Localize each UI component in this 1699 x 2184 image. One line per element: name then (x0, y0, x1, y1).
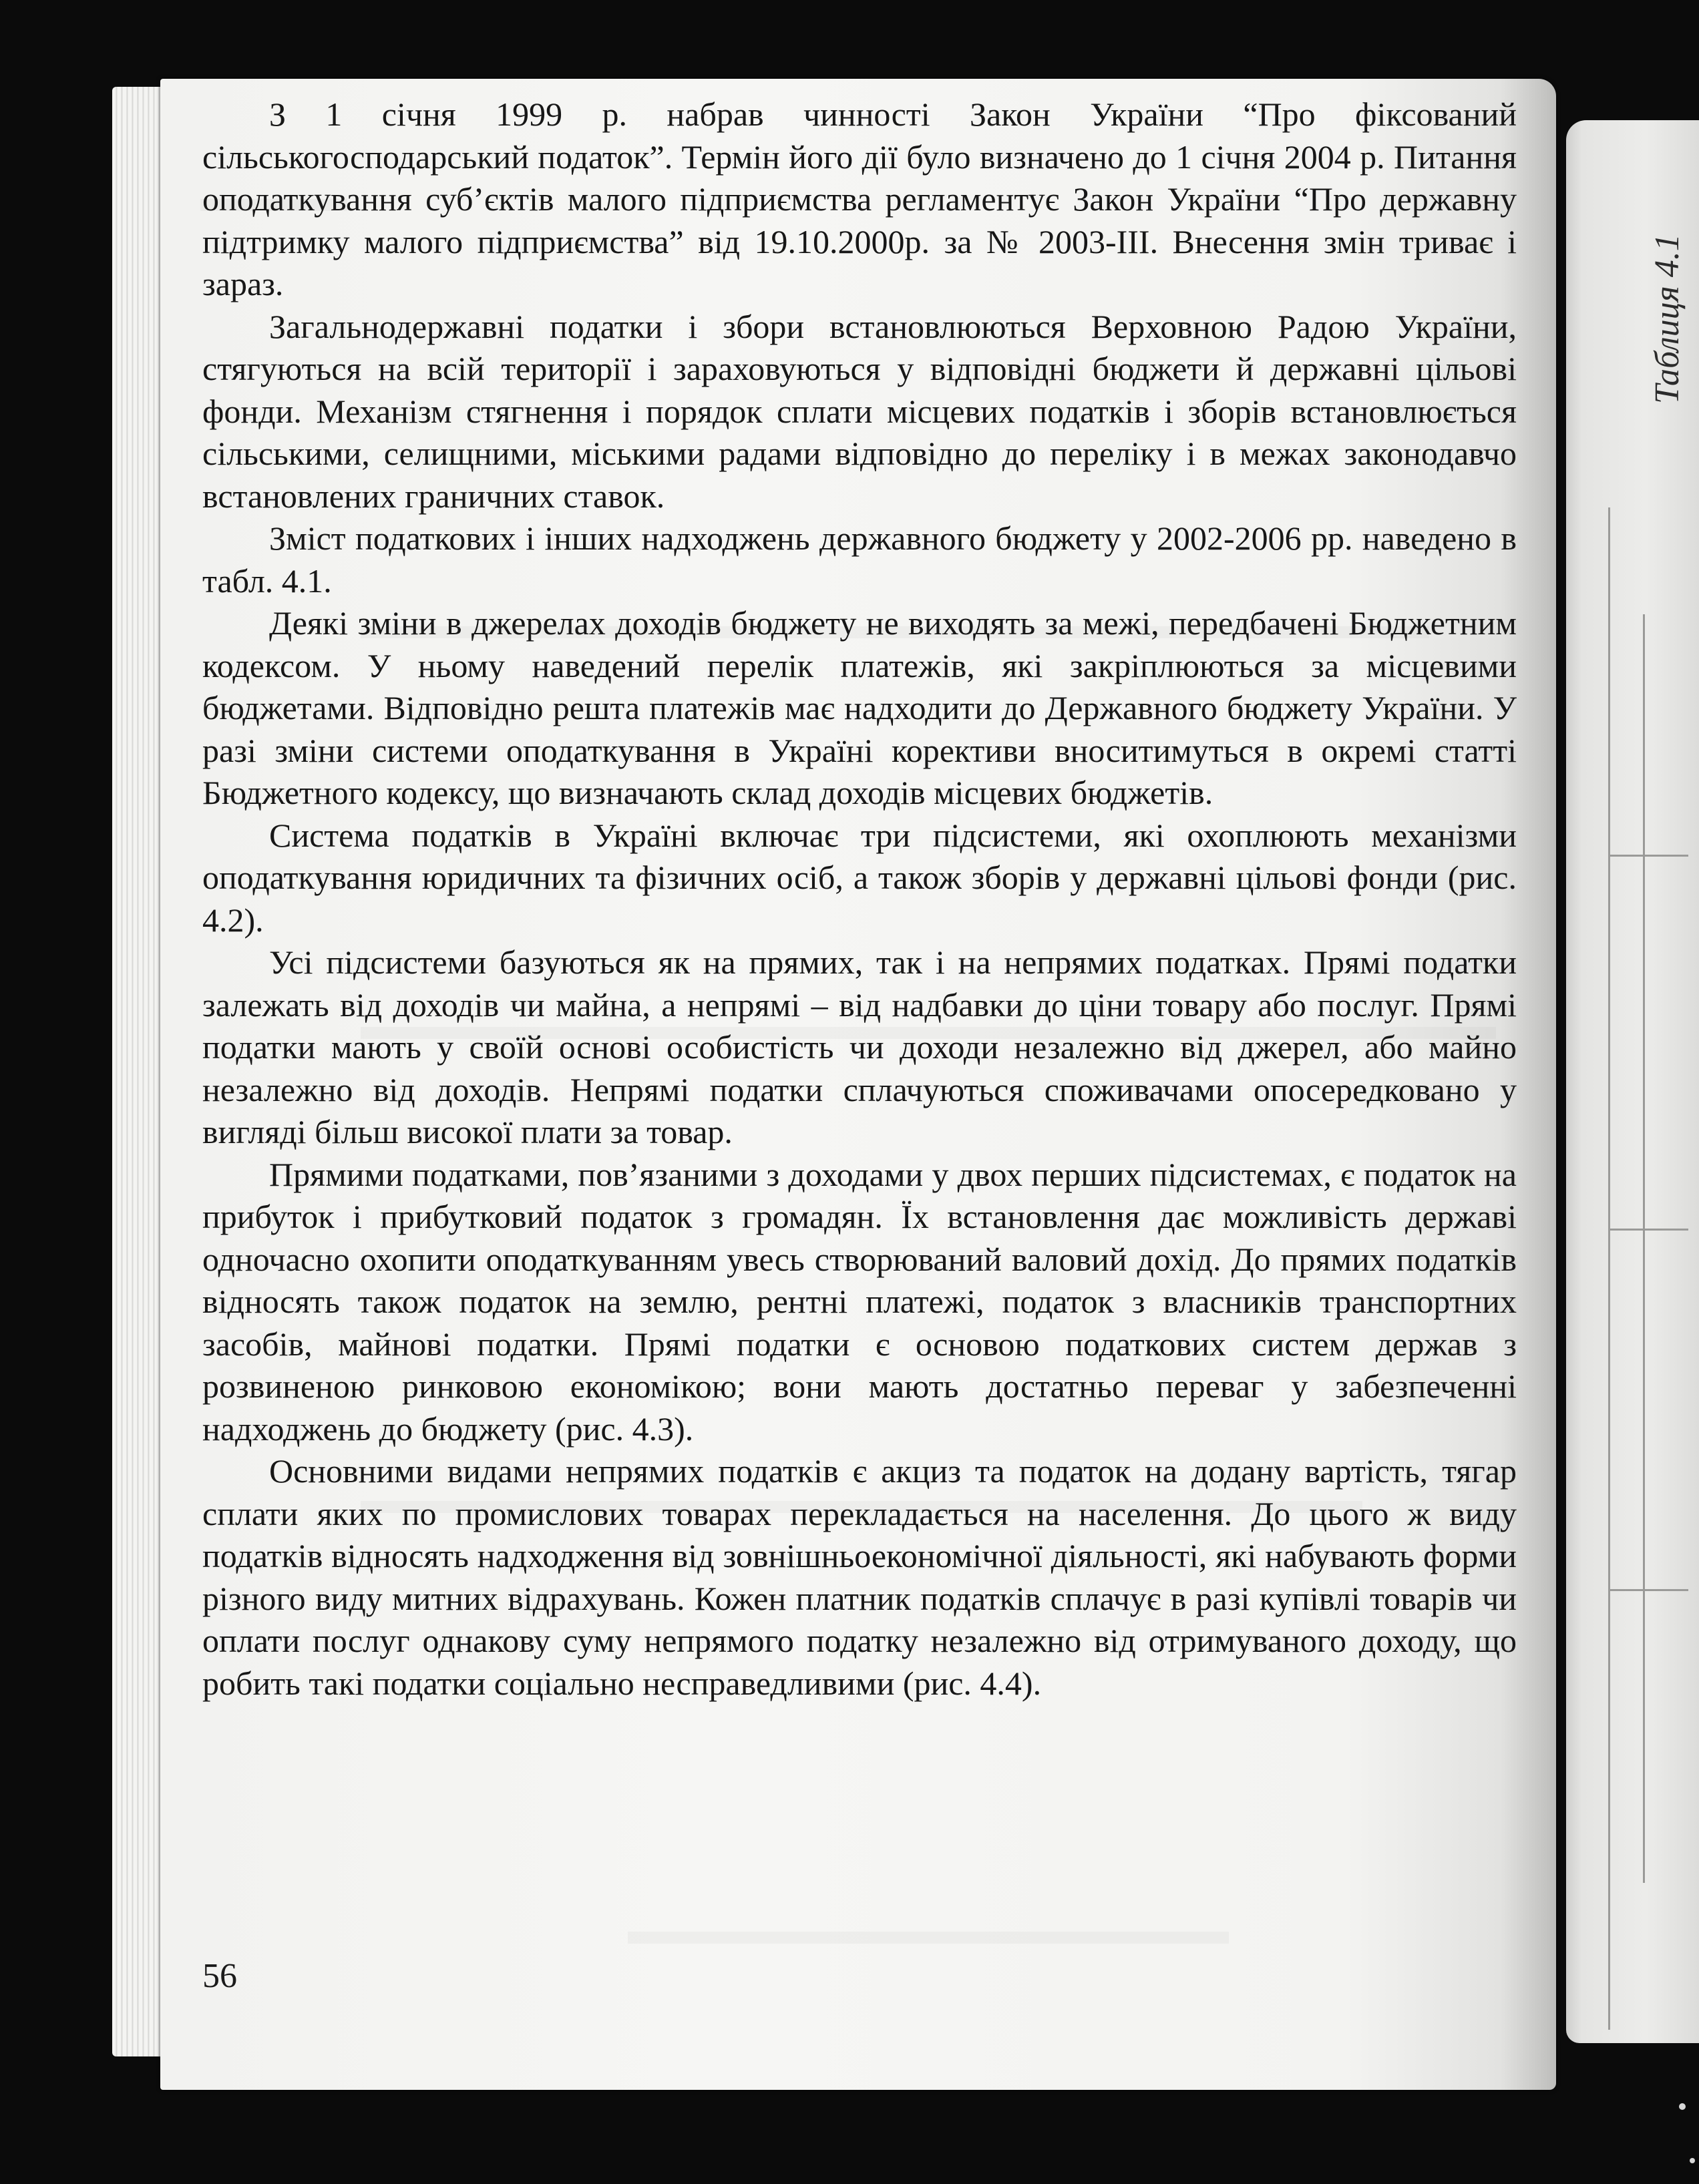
dust-speck (1690, 2158, 1695, 2163)
table-fragment-lines (1603, 507, 1690, 2043)
paragraph: З 1 січня 1999 р. набрав чинності Закон України “Про фіксований сільськогосподарський податок”. Термін його дії було визначено до 1 січня 2004 р. Питання оподаткування суб’єктів малого підприємства регламентує Закон України “Про державну підтримку малого підприємства” від 19.10.2000р. за № 2003-III. Внесення змін триває і зараз. (202, 95, 1517, 302)
paragraph: Зміст податкових і інших надходжень державного бюджету у 2002-2006 рр. наведено в табл. 4.1. (202, 519, 1517, 600)
paragraph: Система податків в Україні включає три підсистеми, які охоплюють механізми оподаткування юридичних та фізичних осіб, а також зборів у державні цільові фонди (рис. 4.2). (202, 816, 1517, 939)
paragraph: Загальнодержавні податки і збори встановлюються Верховною Радою України, стягуються на всій території і зараховуються у відповідні бюджети й державні цільові фонди. Механізм стягнення і порядок сплати місцевих податків і зборів встановлюється сільськими, селищними, міськими радами відповідно до переліку і в межах законодавчо встановлених граничних ставок. (202, 307, 1517, 515)
body-text (202, 93, 1517, 1705)
paragraph: Усі підсистеми базуються як на прямих, так і на непрямих податках. Прямі податки залежать від доходів чи майна, а непрямі – від надбавки до ціни товару або послуг. Прямі податки мають у своїй основі особистість чи доходи незалежно від джерел, або майно незалежно від доходів. Непрямі податки сплачуються споживачами опосередковано у вигляді більш високої плати за товар. (202, 943, 1517, 1150)
table-caption: Таблиця 4.1 (1648, 234, 1686, 404)
paragraph: Основними видами непрямих податків є акциз та податок на додану вартість, тягар сплати яких по промислових товарах перекладається на населення. До цього ж виду податків відносять надходження від зовнішньоекономічної діяльності, які набувають форми різного виду митних відрахувань. Кожен платник податків сплачує в разі купівлі товарів чи оплати послуг однакову суму непрямого податку незалежно від отримуваного доходу, що робить такі податки соціально несправедливими (рис. 4.4). (202, 1452, 1517, 1702)
paragraph: Деякі зміни в джерелах доходів бюджету не виходять за межі, передбачені Бюджетним кодексом. У ньому наведений перелік платежів, які закріплюються за місцевими бюджетами. Відповідно решта платежів має надходити до Державного бюджету України. У разі зміни системи оподаткування в Україні корективи вноситимуться в окремі статті Бюджетного кодексу, що визначають склад доходів місцевих бюджетів. (202, 604, 1517, 811)
dust-speck (1679, 2103, 1686, 2110)
page-number: 56 (202, 1957, 237, 1995)
paragraph: Прямими податками, пов’язаними з доходами у двох перших підсистемах, є податок на прибуток і прибутковий податок з громадян. Їх встановлення дає можливість державі одночасно охопити оподаткуванням увесь створюваний валовий дохід. До прямих податків відносять також податок на землю, рентні платежі, податок з власників транспортних засобів, майнові податки. Прямі податки є основою податкових систем держав з розвиненою ринковою економікою; вони мають достатньо переваг у забезпеченні надходжень до бюджету (рис. 4.3). (202, 1155, 1517, 1448)
